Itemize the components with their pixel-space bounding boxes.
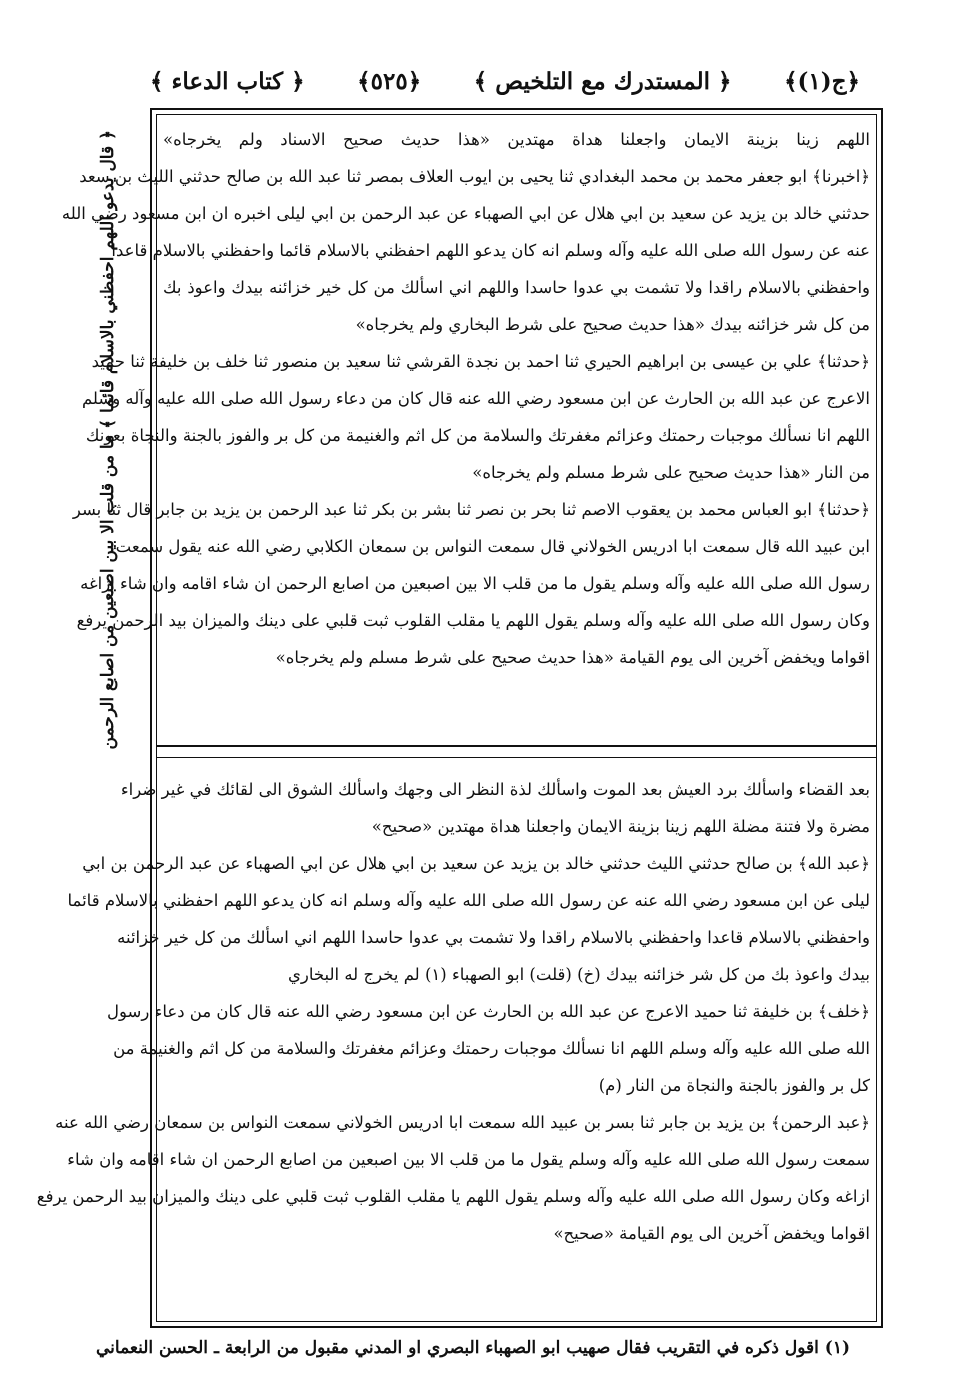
text-line: اقواما ويخفض آخرين الى يوم القيامة «هذا حديث صحيح على شرط مسلم ولم يخرجاه» <box>275 648 870 667</box>
text-line: الاعرج عن عبد الله بن الحارث عن ابن مسعود رضي الله عنه قال كان من دعاء رسول الله صلى الله عليه وآله وسلم <box>81 389 870 408</box>
text-line: الله صلى الله عليه وآله وسلم اللهم انا نسألك موجبات رحمتك وعزائم مغفرتك والسلامة من كل اثم والغنيمة من <box>113 1039 870 1058</box>
text-line: سمعت رسول الله صلى الله عليه وآله وسلم يقول ما من قلب الا بين اصبعين من اصابع الرحمن ان شاء اقامه وان شاء <box>67 1150 870 1169</box>
text-line: واحفظني بالاسلام قاعدا واحفظني بالاسلام راقدا ولا تشمت بي عدوا حاسدا اللهم اني اسألك من كل خير خزائنه <box>117 928 870 947</box>
text-line: عنه عن رسول الله صلى الله عليه وآله وسلم انه كان يدعو اللهم احفظني بالاسلام قائما واحفظني بالاسلام قاعدا <box>111 241 870 260</box>
footnote: (١) اقول ذكره في التقريب فقال صهيب ابو الصهباء البصري او المدني مقبول من الرابعة ـ الحسن النعماني <box>95 1338 850 1358</box>
text-line: ليلى عن ابن مسعود رضي الله عنه عن رسول الله صلى الله عليه وآله وسلم انه كان يدعو اللهم احفظني بالاسلام قائما <box>67 891 870 910</box>
book-title: ﴿ المستدرك مع التلخيص ﴾ <box>473 67 732 95</box>
text-line: رسول الله صلى الله عليه وآله وسلم يقول ما من قلب الا بين اصبعين من اصابع الرحمن ان شاء اقامه وان شاء ازاغه <box>80 574 870 593</box>
text-line: ﴿خلف﴾ بن خليفة ثنا حميد الاعرج عن عبد الله بن الحارث عن ابن مسعود رضي الله عنه قال كان من دعاء رسول <box>107 1002 870 1021</box>
text-line: ﴿اخبرنا﴾ ابو جعفر محمد بن محمد البغدادي ثنا يحيى بن ايوب العلاف بمصر ثنا عبد الله بن صالح حدثني الليث بن سعد <box>79 167 870 186</box>
page-number: ﴿٥٢٥﴾ <box>357 67 422 95</box>
text-line: وكان رسول الله صلى الله عليه وآله وسلم يقول اللهم يا مقلب القلوب ثبت قلبي على دينك والميزان بيد الرحمن يرفع <box>76 611 870 630</box>
text-line: اللهم زينا بزينة الايمان واجعلنا هداة مهتدين «هذا حديث صحيح الاسناد ولم يخرجاه» <box>163 130 870 149</box>
chapter-title: ﴿ كتاب الدعاء ﴾ <box>150 67 305 95</box>
text-line: كل بر والفوز بالجنة والنجاة من النار (م) <box>598 1076 870 1095</box>
text-line: ﴿حدثنا﴾ علي بن عيسى بن ابراهيم الحيري ثنا احمد بن نجدة القرشي ثنا سعيد بن منصور ثنا خلف بن خليفة ثنا حميد <box>91 352 870 371</box>
page-header <box>150 58 860 104</box>
margin-note-text: ﴿ قال يدعو اللهم احفظني بالاسلام قائما ﴾ ما من قلب الا بين اصبعين من اصابع الرحمن <box>98 130 118 750</box>
section-divider <box>157 757 876 758</box>
text-line: ابن عبيد الله قال سمعت ابا ادريس الخولاني قال سمعت النواس بن سمعان الكلابي رضي الله عنه يقول سمعت <box>115 537 870 556</box>
text-line: واحفظني بالاسلام راقدا ولا تشمت بي عدوا حاسدا واللهم اني اسألك من كل خير خزائنه بيدك واعوذ بك <box>163 278 870 297</box>
text-line: ﴿حدثنا﴾ ابو العباس محمد بن يعقوب الاصم ثنا بحر بن نصر ثنا بشر بن بكر ثنا عبد الرحمن بن يزيد بن جابر قال ثنا بسر <box>72 500 870 519</box>
talkhis-text <box>36 771 876 1252</box>
text-line: من النار «هذا حديث صحيح على شرط مسلم ولم يخرجاه» <box>472 463 870 482</box>
volume-number: ﴿ج(١)﴾ <box>784 67 860 95</box>
text-line: اللهم انا نسألك موجبات رحمتك وعزائم مغفرتك والسلامة من كل اثم والغنيمة من كل بر والفوز بالجنة والنجاة بعونك <box>85 426 870 445</box>
text-line: ازاغه وكان رسول الله صلى الله عليه وآله وسلم يقول اللهم يا مقلب القلوب ثبت قلبي على دينك والميزان بيد الرحمن يرفع <box>36 1187 870 1206</box>
text-line: اقواما ويخفض آخرين الى يوم القيامة «صحيح» <box>553 1224 870 1243</box>
text-line: ﴿عبد الله﴾ بن صالح حدثني الليث حدثني خالد بن يزيد عن سعيد بن ابي هلال عن ابي الصهباء عن عبد الرحمن بن ابي <box>82 854 870 873</box>
text-line: بيدك واعوذ بك من كل شر خزائنه بيدك (خ) (قلت) ابو الصهباء (١) لم يخرج له البخاري <box>287 965 870 984</box>
text-line: بعد القضاء واسألك برد العيش بعد الموت واسألك لذة النظر الى وجهك واسألك الشوق الى لقائك في غير ضراء <box>120 780 870 799</box>
section-divider <box>157 745 876 747</box>
text-line: مضرة ولا فتنة مضلة اللهم زينا بزينة الايمان واجعلنا هداة مهتدين «صحيح» <box>371 817 870 836</box>
text-line: ﴿عبد الرحمن﴾ بن يزيد بن جابر ثنا بسر بن عبيد الله سمعت ابا ادريس الخولاني سمعت النواس بن سمعان رضي الله عنه <box>55 1113 870 1132</box>
text-line: من كل شر خزائنه بيدك «هذا حديث صحيح على شرط البخاري ولم يخرجاه» <box>355 315 870 334</box>
text-line: حدثني خالد بن يزيد عن سعيد بن ابي هلال عن ابي الصهباء عن عبد الرحمن بن ابي ليلى اخبره ان ابن مسعود رضي الله <box>61 204 870 223</box>
